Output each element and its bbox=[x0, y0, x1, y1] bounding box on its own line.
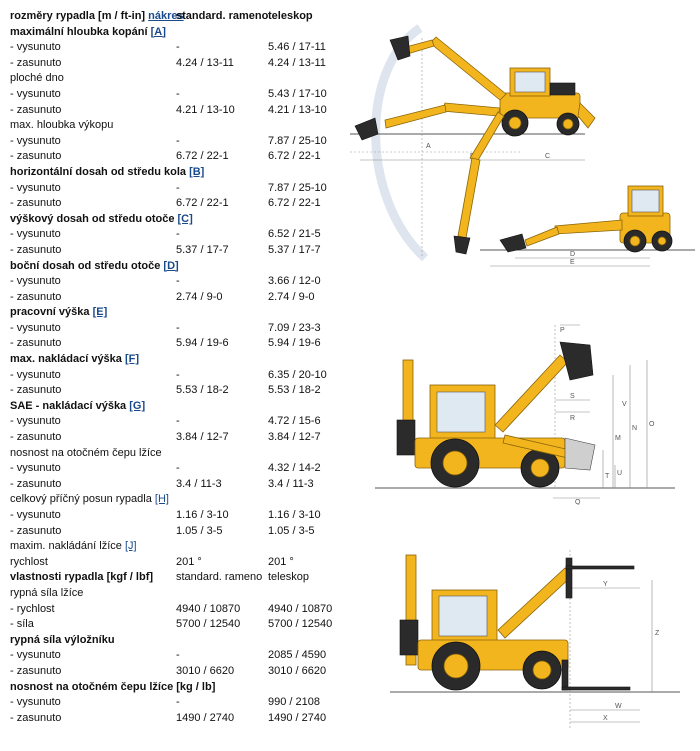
drawing-link[interactable]: nákres bbox=[148, 10, 184, 22]
standard-value: 4.21 / 13-10 bbox=[176, 103, 235, 116]
table-row bbox=[10, 633, 355, 649]
table-row bbox=[10, 274, 355, 290]
dim-label-x: X bbox=[603, 715, 608, 722]
standard-value: - bbox=[176, 275, 180, 288]
telescope-value: 3.4 / 11-3 bbox=[268, 477, 314, 490]
col-telescope-header: teleskop bbox=[268, 10, 313, 22]
standard-value: 1.05 / 3-5 bbox=[176, 524, 223, 537]
table-row bbox=[10, 227, 355, 243]
table-row bbox=[10, 648, 355, 664]
standard-value: 201 ° bbox=[176, 555, 202, 568]
row-label-text: horizontální dosah od středu kola bbox=[10, 165, 187, 178]
table-row bbox=[10, 539, 355, 555]
table-row bbox=[10, 680, 355, 696]
row-label bbox=[10, 508, 61, 524]
row-label bbox=[10, 617, 34, 633]
standard-value: - bbox=[176, 134, 180, 147]
telescope-value: 5.46 / 17-11 bbox=[268, 41, 326, 54]
backhoe-reach-diagram bbox=[350, 8, 695, 270]
spec-table bbox=[10, 9, 355, 726]
drawing-ref-link[interactable]: [J] bbox=[124, 540, 137, 553]
drawing-ref-link[interactable]: [C] bbox=[177, 212, 193, 225]
row-label bbox=[10, 259, 179, 275]
telescope-value: 6.52 / 21-5 bbox=[268, 228, 321, 241]
table-row bbox=[10, 570, 355, 586]
row-label bbox=[10, 477, 61, 493]
telescope-value: 7.87 / 25-10 bbox=[268, 134, 327, 147]
dim-label-d: D bbox=[570, 251, 576, 258]
row-label-text: - vysunuto bbox=[10, 228, 61, 241]
telescope-value: 2.74 / 9-0 bbox=[268, 290, 315, 303]
table-row bbox=[10, 352, 355, 368]
telescope-value: 3010 / 6620 bbox=[268, 664, 327, 677]
row-label bbox=[10, 25, 166, 41]
row-label bbox=[10, 383, 61, 399]
row-label bbox=[10, 368, 61, 384]
row-label-text: maximální hloubka kopání bbox=[10, 25, 148, 38]
row-label bbox=[10, 181, 61, 197]
standard-value: 1.16 / 3-10 bbox=[176, 509, 229, 521]
row-label-text: vlastnosti rypadla [kgf / lbf] bbox=[10, 571, 154, 584]
table-row bbox=[10, 461, 355, 477]
forks-diagram bbox=[390, 540, 695, 730]
row-label bbox=[10, 352, 139, 368]
row-label-text: - vysunuto bbox=[10, 134, 61, 147]
row-label-text: - zasunuto bbox=[10, 431, 62, 444]
row-label bbox=[10, 399, 145, 415]
row-label-text: maxim. nakládání lžíce bbox=[10, 540, 122, 553]
table-row bbox=[10, 118, 355, 134]
row-label-text: max. hloubka výkopu bbox=[10, 119, 114, 132]
table-row bbox=[10, 430, 355, 446]
table-row bbox=[10, 56, 355, 72]
telescope-value: 5.94 / 19-6 bbox=[268, 337, 321, 350]
drawing-ref-link[interactable]: [B] bbox=[189, 165, 205, 178]
row-label bbox=[10, 648, 61, 664]
dim-label-s: S bbox=[570, 393, 575, 400]
telescope-value: 3.84 / 12-7 bbox=[268, 431, 321, 444]
table-row bbox=[10, 446, 355, 462]
telescope-value: 5700 / 12540 bbox=[268, 618, 333, 631]
row-label-text: - zasunuto bbox=[10, 150, 62, 163]
table-row bbox=[10, 336, 355, 352]
table-row bbox=[10, 25, 355, 41]
table-row bbox=[10, 40, 355, 56]
drawing-ref-link[interactable]: [G] bbox=[129, 399, 146, 412]
loader-machine-bottom bbox=[400, 555, 634, 690]
header-title: rozměry rypadla [m / ft-in] bbox=[10, 10, 146, 22]
row-label-text: - zasunuto bbox=[10, 711, 62, 724]
table-row bbox=[10, 492, 355, 508]
telescope-value: 7.87 / 25-10 bbox=[268, 181, 327, 194]
backhoe-machine-lower bbox=[500, 186, 672, 252]
dim-label-c: C bbox=[545, 153, 551, 160]
row-label bbox=[10, 134, 61, 150]
telescope-value: 1.05 / 3-5 bbox=[268, 524, 315, 537]
table-row bbox=[10, 103, 355, 119]
row-label-text: - vysunuto bbox=[10, 509, 61, 521]
dim-label-o: O bbox=[649, 421, 655, 428]
drawing-ref-link[interactable]: [H] bbox=[154, 493, 169, 506]
table-row bbox=[10, 196, 355, 212]
table-row bbox=[10, 477, 355, 493]
table-row bbox=[10, 243, 355, 259]
row-label-text: - zasunuto bbox=[10, 290, 62, 303]
row-label bbox=[10, 149, 61, 165]
loader-machine-middle bbox=[397, 342, 595, 487]
telescope-value: 6.72 / 22-1 bbox=[268, 150, 321, 163]
telescope-value: teleskop bbox=[268, 571, 309, 584]
row-label-text: - vysunuto bbox=[10, 415, 61, 428]
drawing-ref-link[interactable]: [E] bbox=[92, 306, 108, 319]
table-row bbox=[10, 399, 355, 415]
dim-label-n: N bbox=[632, 425, 638, 432]
table-row bbox=[10, 321, 355, 337]
row-label bbox=[10, 87, 61, 103]
table-row bbox=[10, 259, 355, 275]
standard-value: 1490 / 2740 bbox=[176, 711, 235, 724]
row-label-text: - vysunuto bbox=[10, 649, 61, 662]
standard-value: - bbox=[176, 462, 180, 475]
row-label bbox=[10, 243, 61, 259]
standard-value: - bbox=[176, 87, 180, 100]
table-row bbox=[10, 181, 355, 197]
telescope-value: 201 ° bbox=[268, 555, 294, 568]
row-label bbox=[10, 539, 137, 555]
telescope-value: 4.24 / 13-11 bbox=[268, 56, 326, 69]
telescope-value: 1490 / 2740 bbox=[268, 711, 327, 724]
row-label-text: - zasunuto bbox=[10, 197, 62, 210]
table-row bbox=[10, 524, 355, 540]
dim-label-p: P bbox=[560, 327, 565, 334]
row-label bbox=[10, 71, 64, 87]
standard-value: - bbox=[176, 41, 180, 54]
row-label-text: - vysunuto bbox=[10, 321, 61, 334]
row-label bbox=[10, 602, 55, 618]
telescope-value: 6.72 / 22-1 bbox=[268, 197, 321, 210]
row-label-text: - zasunuto bbox=[10, 384, 62, 397]
table-row bbox=[10, 87, 355, 103]
telescope-value: 2085 / 4590 bbox=[268, 649, 327, 662]
table-row bbox=[10, 695, 355, 711]
row-label-text: rypná síla výložníku bbox=[10, 633, 115, 646]
row-label-text: - vysunuto bbox=[10, 696, 61, 709]
row-label bbox=[10, 118, 113, 134]
dim-label-r: R bbox=[570, 415, 576, 422]
row-label bbox=[10, 414, 61, 430]
row-label-text: - zasunuto bbox=[10, 477, 62, 490]
row-label-text: rychlost bbox=[10, 555, 48, 568]
row-label bbox=[10, 290, 61, 306]
standard-value: 4.24 / 13-11 bbox=[176, 56, 234, 69]
row-label bbox=[10, 212, 193, 228]
telescope-value: 6.35 / 20-10 bbox=[268, 368, 327, 381]
dim-label-q: Q bbox=[575, 499, 581, 505]
dim-label-u: U bbox=[617, 470, 623, 477]
table-row bbox=[10, 305, 355, 321]
table-row bbox=[10, 212, 355, 228]
row-label-text: ploché dno bbox=[10, 72, 64, 85]
standard-value: 4940 / 10870 bbox=[176, 602, 241, 615]
drawing-ref-link[interactable]: [A] bbox=[150, 25, 166, 38]
col-standard-header: standard. rameno bbox=[176, 10, 269, 22]
standard-value: 6.72 / 22-1 bbox=[176, 150, 229, 163]
table-row bbox=[10, 711, 355, 727]
telescope-value: 5.53 / 18-2 bbox=[268, 384, 321, 397]
row-label bbox=[10, 633, 115, 649]
standard-value: 5.37 / 17-7 bbox=[176, 243, 229, 256]
telescope-value: 990 / 2108 bbox=[268, 696, 320, 709]
standard-value: 5.53 / 18-2 bbox=[176, 384, 229, 397]
table-row bbox=[10, 165, 355, 181]
row-label bbox=[10, 695, 61, 711]
table-row bbox=[10, 368, 355, 384]
row-label-text: - zasunuto bbox=[10, 103, 62, 116]
standard-value: - bbox=[176, 368, 180, 381]
row-label bbox=[10, 56, 61, 72]
row-label-text: - síla bbox=[10, 618, 34, 631]
dim-label-y: Y bbox=[603, 581, 608, 588]
telescope-value: 4.21 / 13-10 bbox=[268, 103, 327, 116]
dim-label-z: Z bbox=[655, 630, 660, 637]
row-label bbox=[10, 165, 204, 181]
row-label-text: max. nakládací výška bbox=[10, 353, 122, 366]
row-label-text: - zasunuto bbox=[10, 337, 62, 350]
row-label bbox=[10, 680, 215, 696]
table-row bbox=[10, 586, 355, 602]
standard-value: standard. rameno bbox=[176, 571, 263, 584]
standard-value: - bbox=[176, 181, 180, 194]
standard-value: - bbox=[176, 321, 180, 334]
table-row bbox=[10, 508, 355, 524]
row-label bbox=[10, 524, 61, 540]
dim-label-m: M bbox=[615, 435, 621, 442]
row-label bbox=[10, 492, 169, 508]
row-label bbox=[10, 555, 48, 571]
row-label-text: - zasunuto bbox=[10, 243, 62, 256]
row-label-text: - zasunuto bbox=[10, 524, 62, 537]
table-row bbox=[10, 602, 355, 618]
row-label-text: - vysunuto bbox=[10, 41, 61, 54]
row-label bbox=[10, 430, 61, 446]
dim-label-t: T bbox=[605, 473, 610, 480]
row-label-text: - rychlost bbox=[10, 602, 55, 615]
standard-value: - bbox=[176, 696, 180, 709]
standard-value: - bbox=[176, 649, 180, 662]
row-label bbox=[10, 586, 83, 602]
telescope-value: 4.32 / 14-2 bbox=[268, 462, 321, 475]
standard-value: 6.72 / 22-1 bbox=[176, 197, 229, 210]
row-label-text: - zasunuto bbox=[10, 56, 62, 69]
spec-rows bbox=[10, 25, 355, 727]
standard-value: 2.74 / 9-0 bbox=[176, 290, 223, 303]
row-label bbox=[10, 570, 153, 586]
row-label bbox=[10, 321, 61, 337]
drawing-ref-link[interactable]: [F] bbox=[124, 353, 140, 366]
table-row bbox=[10, 414, 355, 430]
standard-value: 3.4 / 11-3 bbox=[176, 477, 222, 490]
table-row bbox=[10, 664, 355, 680]
telescope-value: 5.37 / 17-7 bbox=[268, 243, 321, 256]
row-label-text: rypná síla lžíce bbox=[10, 586, 84, 599]
standard-value: - bbox=[176, 228, 180, 241]
row-label bbox=[10, 103, 61, 119]
drawing-ref-link[interactable]: [D] bbox=[163, 259, 179, 272]
row-label-text: pracovní výška bbox=[10, 306, 90, 319]
dim-label-a: A bbox=[426, 143, 431, 150]
standard-value: - bbox=[176, 415, 180, 428]
telescope-value: 4.72 / 15-6 bbox=[268, 415, 321, 428]
telescope-value: 5.43 / 17-10 bbox=[268, 87, 327, 100]
row-label-text: nosnost na otočném čepu lžíce [kg / lb] bbox=[10, 680, 216, 693]
row-label bbox=[10, 305, 107, 321]
telescope-value: 7.09 / 23-3 bbox=[268, 321, 321, 334]
table-row bbox=[10, 290, 355, 306]
row-label-text: - vysunuto bbox=[10, 181, 61, 194]
row-label bbox=[10, 196, 61, 212]
table-row bbox=[10, 134, 355, 150]
table-row bbox=[10, 149, 355, 165]
table-row bbox=[10, 555, 355, 571]
telescope-value: 3.66 / 12-0 bbox=[268, 275, 321, 288]
row-label-text: - vysunuto bbox=[10, 275, 61, 288]
standard-value: 3010 / 6620 bbox=[176, 664, 235, 677]
row-label-text: - vysunuto bbox=[10, 87, 61, 100]
table-header bbox=[10, 9, 355, 25]
row-label-text: nosnost na otočném čepu lžíce bbox=[10, 446, 162, 459]
row-label bbox=[10, 40, 61, 56]
row-label bbox=[10, 711, 61, 727]
telescope-value: 4940 / 10870 bbox=[268, 602, 333, 615]
table-row bbox=[10, 617, 355, 633]
table-row bbox=[10, 71, 355, 87]
row-label bbox=[10, 336, 61, 352]
standard-value: 3.84 / 12-7 bbox=[176, 431, 229, 444]
dim-label-w: W bbox=[615, 703, 622, 710]
loader-height-diagram bbox=[375, 320, 695, 505]
row-label bbox=[10, 664, 61, 680]
row-label-text: - vysunuto bbox=[10, 368, 61, 381]
row-label bbox=[10, 446, 162, 462]
row-label bbox=[10, 227, 61, 243]
row-label-text: celkový příčný posun rypadla bbox=[10, 493, 152, 506]
row-label-text: - vysunuto bbox=[10, 462, 61, 475]
row-label bbox=[10, 274, 61, 290]
row-label-text: boční dosah od středu otoče bbox=[10, 259, 161, 272]
table-row bbox=[10, 383, 355, 399]
row-label-text: - zasunuto bbox=[10, 664, 62, 677]
standard-value: 5700 / 12540 bbox=[176, 618, 241, 631]
telescope-value: 1.16 / 3-10 bbox=[268, 509, 321, 521]
row-label-text: výškový dosah od středu otoče bbox=[10, 212, 175, 225]
standard-value: 5.94 / 19-6 bbox=[176, 337, 229, 350]
dim-label-v: V bbox=[622, 401, 627, 408]
row-label-text: SAE - nakládací výška bbox=[10, 399, 127, 412]
dim-label-e: E bbox=[570, 259, 575, 266]
row-label bbox=[10, 461, 61, 477]
